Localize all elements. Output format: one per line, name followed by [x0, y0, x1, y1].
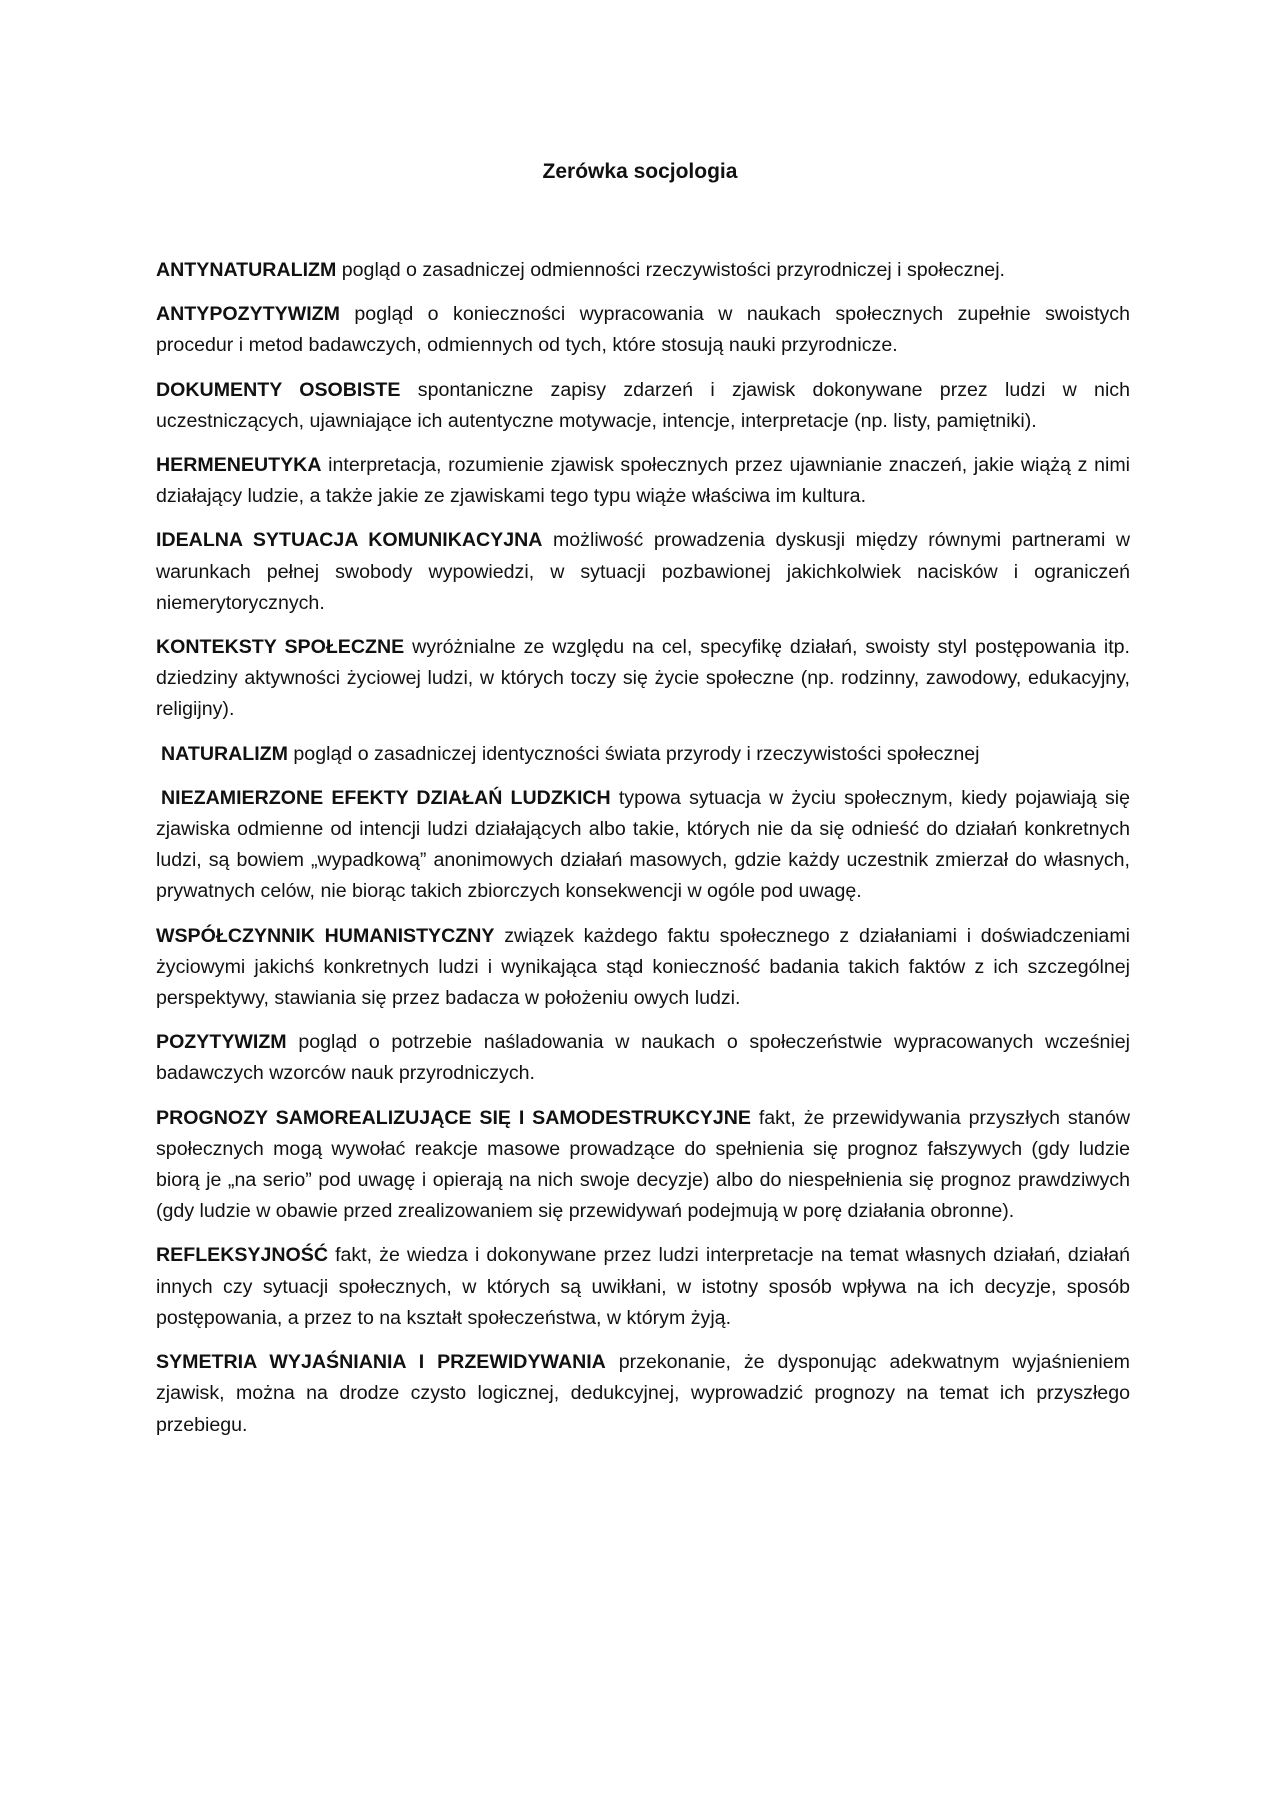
glossary-entry-wspolczynnik-humanistyczny	[156, 921, 1130, 1015]
glossary-definition: możliwość prowadzenia dyskusji między równymi partnerami w warunkach pełnej swobody wypowiedzi, w sytuacji pozbawionej jakichkolwiek nacisków i ograniczeń niemerytorycznych.	[156, 529, 1130, 614]
glossary-entry-antypozytywizm	[156, 299, 1130, 361]
glossary-definition: pogląd o potrzebie naśladowania w naukach o społeczeństwie wypracowanych wcześniej badawczych wzorców nauk przyrodniczych.	[156, 1031, 1130, 1085]
glossary-term: ANTYPOZYTYWIZM	[156, 303, 340, 326]
glossary-entry-dokumenty-osobiste	[156, 375, 1130, 437]
glossary-definition: interpretacja, rozumienie zjawisk społecznych przez ujawnianie znaczeń, jakie wiążą z nimi działający ludzie, a także jakie ze zjawiskami tego typu wiąże właściwa im kultura.	[156, 454, 1130, 508]
glossary-term: NIEZAMIERZONE EFEKTY DZIAŁAŃ LUDZKICH	[161, 786, 611, 809]
glossary-definition: typowa sytuacja w życiu społecznym, kiedy pojawiają się zjawiska odmienne od intencji ludzi działających albo takie, których nie da się odnieść do działań konkretnych ludzi, są bowiem „wypadkową” anonimowych działań masowych, gdzie każdy uczestnik zmierzał do własnych, prywatnych celów, nie biorąc takich zbiorczych konsekwencji w ogóle pod uwagę.	[156, 786, 1130, 903]
document-title: Zerówka socjologia	[542, 160, 738, 183]
glossary-entry-prognozy	[156, 1103, 1130, 1228]
glossary-term: KONTEKSTY SPOŁECZNE	[156, 636, 405, 659]
glossary-entry-idealna-sytuacja-komunikacyjna	[156, 525, 1130, 619]
glossary-entry-refleksyjnosc	[156, 1240, 1130, 1334]
glossary-entry-symetria	[156, 1347, 1130, 1441]
glossary-entry-hermeneutyka	[156, 450, 1130, 512]
glossary-term: PROGNOZY SAMOREALIZUJĄCE SIĘ I SAMODESTRUKCYJNE	[156, 1106, 751, 1129]
glossary-entry-niezamierzone-efekty	[156, 783, 1130, 908]
glossary-term: REFLEKSYJNOŚĆ	[156, 1244, 329, 1267]
glossary-list	[156, 255, 1130, 1454]
glossary-entry-konteksty-spoleczne	[156, 632, 1130, 726]
glossary-entry-pozytywizm	[156, 1027, 1130, 1089]
glossary-definition: fakt, że przewidywania przyszłych stanów społecznych mogą wywołać reakcje masowe prowadzące do spełnienia się prognoz fałszywych (gdy ludzie biorą je „na serio” pod uwagę i opierają na nich swoje decyzje) albo do niespełnienia się prognoz prawdziwych (gdy ludzie w obawie przed zrealizowaniem się przewidywań podejmują w porę działania obronne).	[156, 1106, 1130, 1223]
glossary-definition: związek każdego faktu społecznego z działaniami i doświadczeniami życiowymi jakichś konkretnych ludzi i wynikająca stąd konieczność badania takich faktów z ich szczególnej perspektywy, stawiania się przez badacza w położeniu owych ludzi.	[156, 924, 1130, 1010]
glossary-definition: przekonanie, że dysponując adekwatnym wyjaśnieniem zjawisk, można na drodze czysto logicznej, dedukcyjnej, wyprowadzić prognozy na temat ich przyszłego przebiegu.	[156, 1351, 1130, 1436]
glossary-term: ANTYNATURALIZM	[156, 259, 337, 281]
glossary-term: IDEALNA SYTUACJA KOMUNIKACYJNA	[156, 529, 543, 552]
glossary-term: POZYTYWIZM	[156, 1031, 287, 1054]
glossary-term: SYMETRIA WYJAŚNIANIA I PRZEWIDYWANIA	[156, 1351, 606, 1374]
glossary-definition: spontaniczne zapisy zdarzeń i zjawisk dokonywane przez ludzi w nich uczestniczących, ujawniające ich autentyczne motywacje, intencje, interpretacje (np. listy, pamiętniki).	[156, 378, 1130, 432]
glossary-term: NATURALIZM	[161, 742, 288, 765]
glossary-definition: pogląd o zasadniczej odmienności rzeczywistości przyrodniczej i społecznej.	[336, 259, 1005, 281]
glossary-term: HERMENEUTYKA	[156, 454, 322, 477]
glossary-definition: pogląd o konieczności wypracowania w naukach społecznych zupełnie swoistych procedur i metod badawczych, odmiennych od tych, które stosują nauki przyrodnicze.	[156, 303, 1130, 357]
glossary-definition: wyróżnialne ze względu na cel, specyfikę działań, swoisty styl postępowania itp. dziedziny aktywności życiowej ludzi, w których toczy się życie społeczne (np. rodzinny, zawodowy, edukacyjny, religijny).	[156, 636, 1130, 721]
glossary-definition: fakt, że wiedza i dokonywane przez ludzi interpretacje na temat własnych działań, działań innych czy sytuacji społecznych, w których są uwikłani, w istotny sposób wpływa na ich decyzje, sposób postępowania, a przez to na kształt społeczeństwa, w którym żyją.	[156, 1244, 1130, 1329]
glossary-term: DOKUMENTY OSOBISTE	[156, 378, 401, 401]
glossary-entry-antynaturalizm	[156, 255, 1130, 286]
glossary-definition: pogląd o zasadniczej identyczności świata przyrody i rzeczywistości społecznej	[287, 742, 980, 765]
glossary-entry-naturalizm	[156, 739, 1130, 770]
glossary-term: WSPÓŁCZYNNIK HUMANISTYCZNY	[156, 924, 495, 947]
